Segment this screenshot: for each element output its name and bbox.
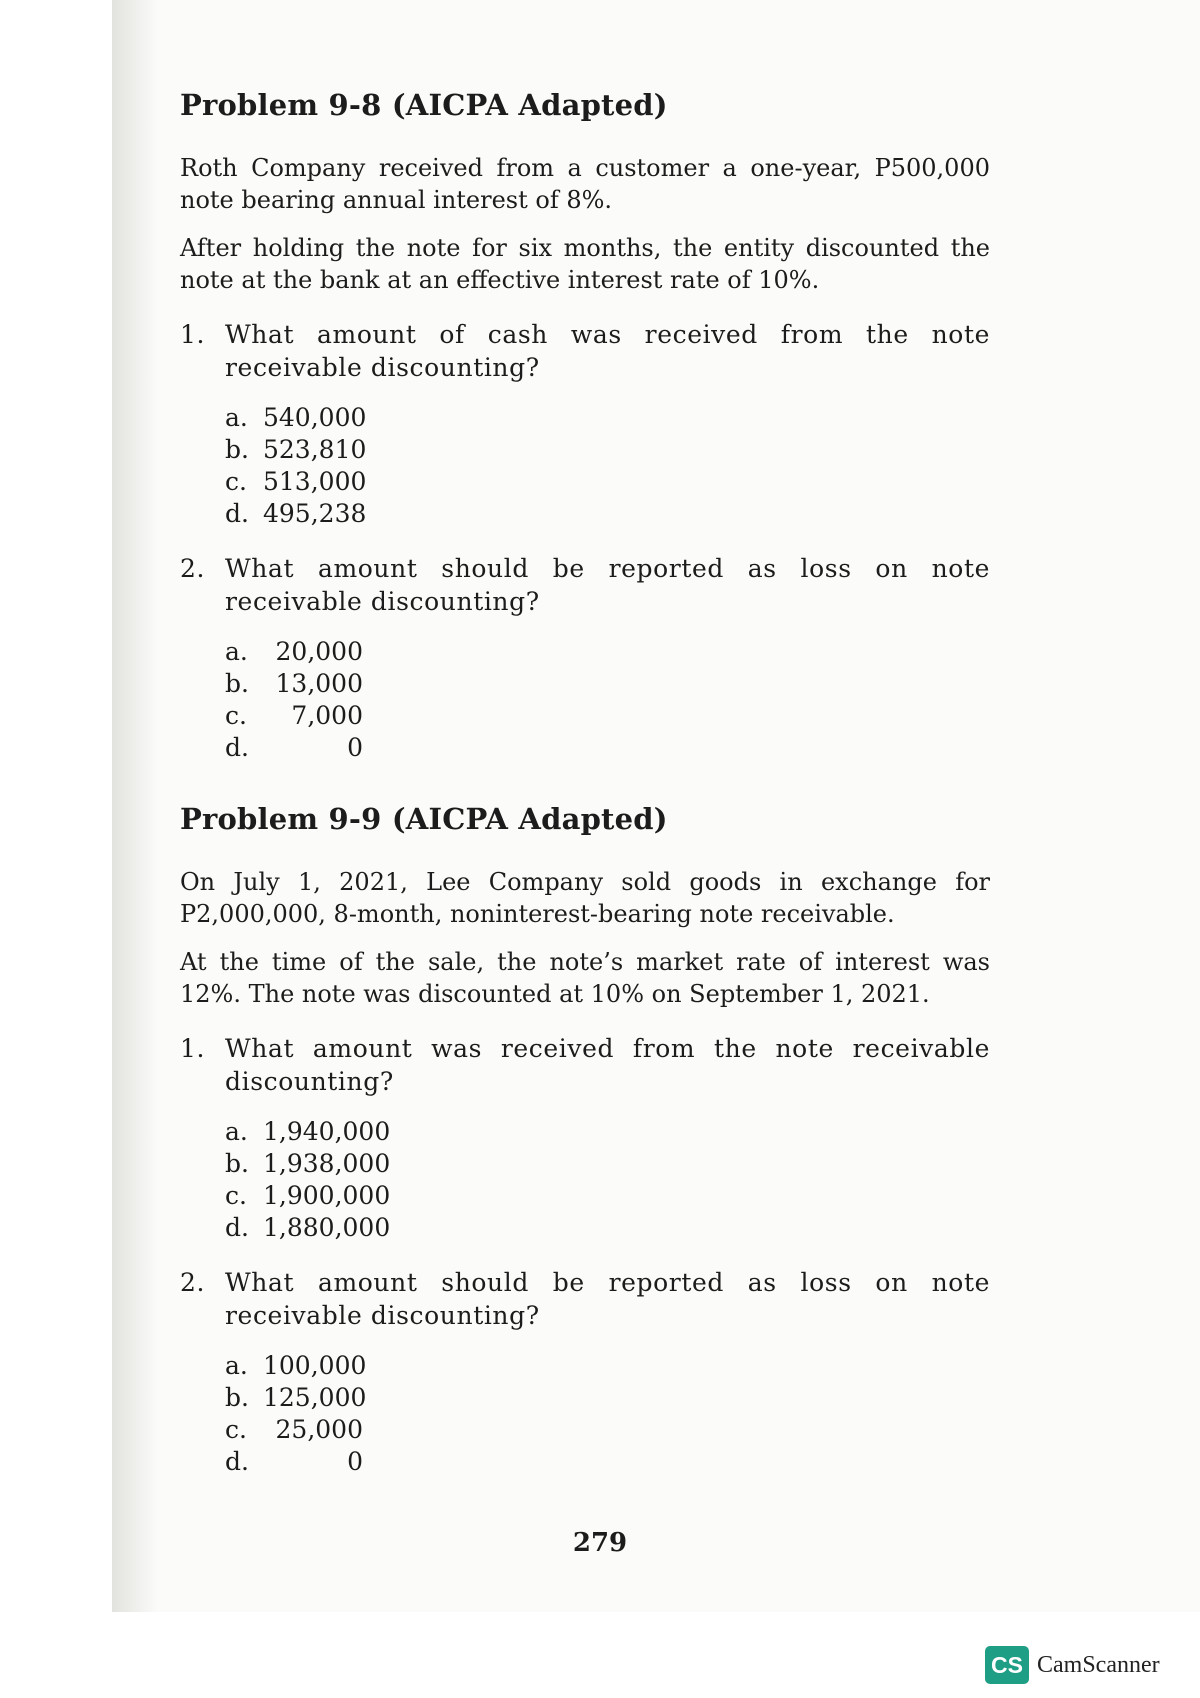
problem-title: Problem 9-9 (AICPA Adapted) (180, 802, 668, 836)
option-letter: b. (225, 435, 249, 464)
answer-option (225, 466, 990, 498)
option-letter: d. (225, 1213, 249, 1242)
answer-options (225, 1116, 990, 1244)
answer-options (225, 636, 990, 764)
question (180, 552, 990, 618)
answer-option (225, 732, 990, 764)
option-letter: b. (225, 1383, 249, 1412)
answer-option (225, 1382, 990, 1414)
problem-9-8 (180, 88, 990, 764)
option-letter: c. (225, 701, 247, 730)
option-value: 13,000 (275, 669, 363, 698)
option-value: 0 (347, 1447, 363, 1476)
answer-option (225, 498, 990, 530)
option-letter: d. (225, 1447, 249, 1476)
option-letter: b. (225, 1149, 249, 1178)
option-value: 495,238 (263, 499, 367, 528)
question-number: 2. (180, 1268, 206, 1297)
option-letter: b. (225, 669, 249, 698)
option-letter: a. (225, 403, 248, 432)
option-letter: c. (225, 1415, 247, 1444)
answer-option (225, 1180, 990, 1212)
question (180, 1266, 990, 1332)
answer-option (225, 700, 990, 732)
option-value: 540,000 (263, 403, 367, 432)
answer-options (225, 1350, 990, 1478)
answer-option (225, 1350, 990, 1382)
page-number: 279 (572, 1528, 628, 1558)
answer-option (225, 1148, 990, 1180)
camscanner-label: CamScanner (1037, 1651, 1160, 1678)
answer-option (225, 668, 990, 700)
question-text: What amount of cash was received from the note receivable discounting? (225, 320, 990, 382)
answer-option (225, 1446, 990, 1478)
camscanner-watermark (985, 1646, 1160, 1684)
question-number: 2. (180, 554, 206, 583)
option-value: 1,940,000 (263, 1117, 391, 1146)
page-spine-shadow (112, 0, 158, 1612)
problem-paragraph: Roth Company received from a customer a one-year, P500,000 note bearing annual interest of 8%. (180, 154, 990, 214)
answer-options (225, 402, 990, 530)
problem-9-9 (180, 802, 990, 1478)
answer-option (225, 1116, 990, 1148)
problem-title: Problem 9-8 (AICPA Adapted) (180, 88, 668, 122)
option-letter: a. (225, 1117, 248, 1146)
option-value: 0 (347, 733, 363, 762)
option-value: 513,000 (263, 467, 367, 496)
option-letter: d. (225, 499, 249, 528)
question-text: What amount should be reported as loss on note receivable discounting? (225, 1268, 990, 1330)
option-letter: c. (225, 1181, 247, 1210)
option-value: 100,000 (263, 1351, 367, 1380)
option-value: 1,938,000 (263, 1149, 391, 1178)
question-number: 1. (180, 320, 206, 349)
question (180, 318, 990, 384)
option-letter: c. (225, 467, 247, 496)
question-number: 1. (180, 1034, 206, 1063)
answer-option (225, 434, 990, 466)
option-value: 20,000 (275, 637, 363, 666)
option-value: 7,000 (291, 701, 363, 730)
option-value: 25,000 (275, 1415, 363, 1444)
option-value: 1,900,000 (263, 1181, 391, 1210)
problem-paragraph: At the time of the sale, the note’s market rate of interest was 12%. The note was discounted at 10% on September 1, 2021. (180, 948, 990, 1008)
answer-option (225, 1212, 990, 1244)
answer-option (225, 402, 990, 434)
question-text: What amount was received from the note receivable discounting? (225, 1034, 990, 1096)
question (180, 1032, 990, 1098)
problem-paragraph: On July 1, 2021, Lee Company sold goods in exchange for P2,000,000, 8-month, noninterest-bearing note receivable. (180, 868, 990, 928)
option-value: 125,000 (263, 1383, 367, 1412)
problem-paragraph: After holding the note for six months, the entity discounted the note at the bank at an effective interest rate of 10%. (180, 234, 990, 294)
option-letter: a. (225, 1351, 248, 1380)
option-letter: d. (225, 733, 249, 762)
answer-option (225, 1414, 990, 1446)
camscanner-logo-icon: CS (985, 1646, 1029, 1684)
page-content (180, 88, 990, 1478)
answer-option (225, 636, 990, 668)
option-value: 1,880,000 (263, 1213, 391, 1242)
option-value: 523,810 (263, 435, 367, 464)
option-letter: a. (225, 637, 248, 666)
question-text: What amount should be reported as loss on note receivable discounting? (225, 554, 990, 616)
